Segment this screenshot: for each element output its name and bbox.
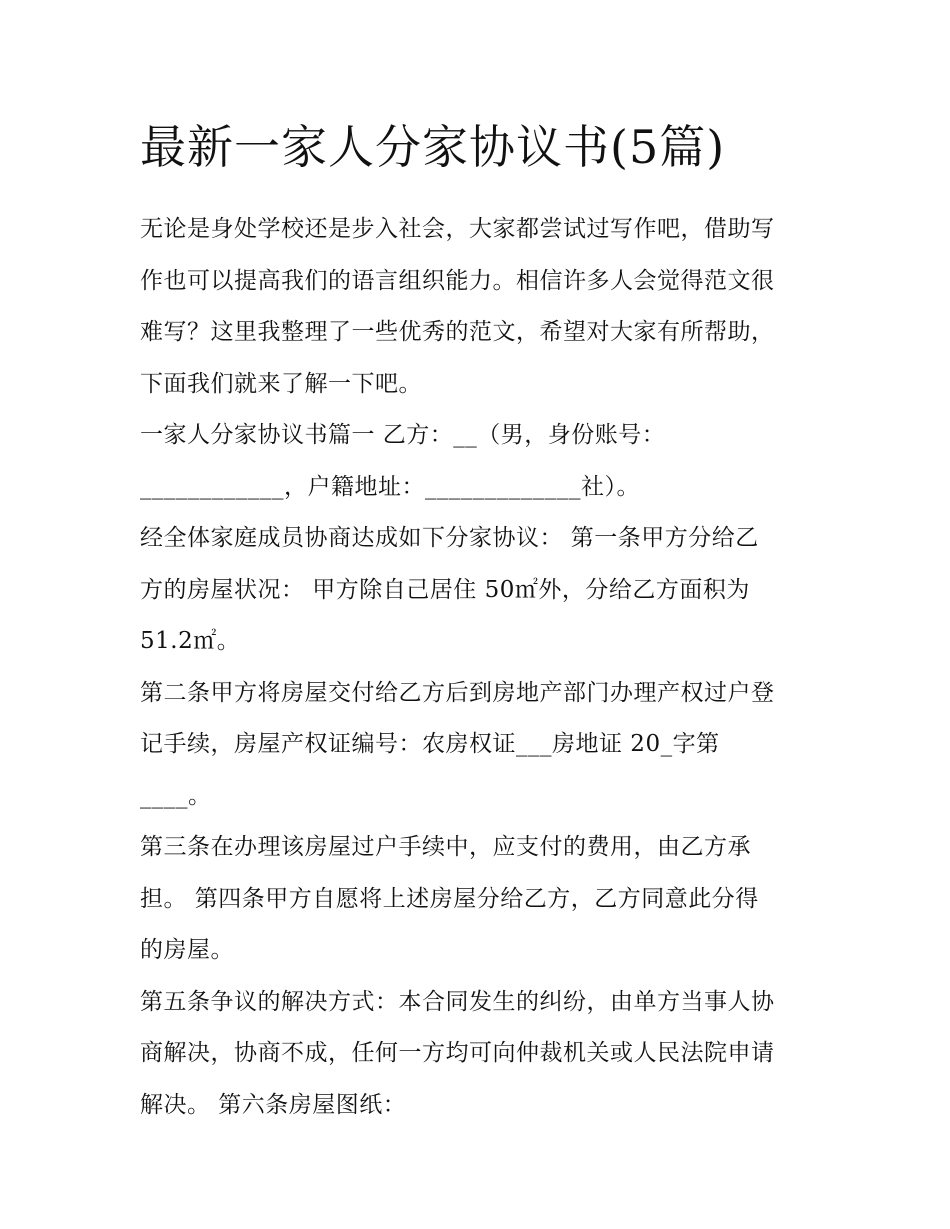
text-line: ____。 [140, 782, 212, 809]
text-line: 第五条争议的解决方式：本合同发生的纠纷，由单方当事人协 [140, 988, 775, 1015]
text-line: 经全体家庭成员协商达成如下分家协议： 第一条甲方分给乙 [140, 525, 759, 551]
document-title: 最新一家人分家协议书(5篇) [140, 120, 726, 174]
text-line: 下面我们就来了解一下吧。 [140, 370, 422, 397]
text-line: 作也可以提高我们的语言组织能力。相信许多人会觉得范文很 [140, 267, 775, 294]
text-line: 第二条甲方将房屋交付给乙方后到房地产部门办理产权过户登 [140, 679, 775, 706]
article-five-paragraph [140, 977, 820, 1132]
party-info-paragraph [140, 410, 820, 513]
text-line: 解决。 第六条房屋图纸： [140, 1091, 407, 1118]
intro-paragraph [140, 204, 820, 410]
article-two-paragraph [140, 668, 820, 823]
text-line: 51.2㎡。 [140, 628, 241, 654]
article-three-paragraph [140, 822, 820, 977]
text-line: 商解决，协商不成，任何一方均可向仲裁机关或人民法院申请 [140, 1040, 775, 1066]
article-one-paragraph [140, 513, 820, 668]
document-page [140, 112, 820, 1131]
text-line: ____________，户籍地址：_____________社）。 [140, 473, 640, 500]
text-line: 第三条在办理该房屋过户手续中，应支付的费用，由乙方承 [140, 834, 751, 860]
text-line: 无论是身处学校还是步入社会，大家都尝试过写作吧，借助写 [140, 216, 775, 242]
text-line: 记手续，房屋产权证编号：农房权证___房地证 20_字第 [140, 731, 720, 757]
text-line: 方的房屋状况： 甲方除自己居住 50㎡外，分给乙方面积为 [140, 576, 750, 603]
text-line: 担。 第四条甲方自愿将上述房屋分给乙方，乙方同意此分得 [140, 885, 759, 912]
text-line: 难写？这里我整理了一些优秀的范文，希望对大家有所帮助， [140, 319, 775, 345]
text-line: 的房屋。 [140, 937, 234, 963]
text-line: 一家人分家协议书篇一 乙方：__（男，身份账号： [140, 422, 666, 448]
